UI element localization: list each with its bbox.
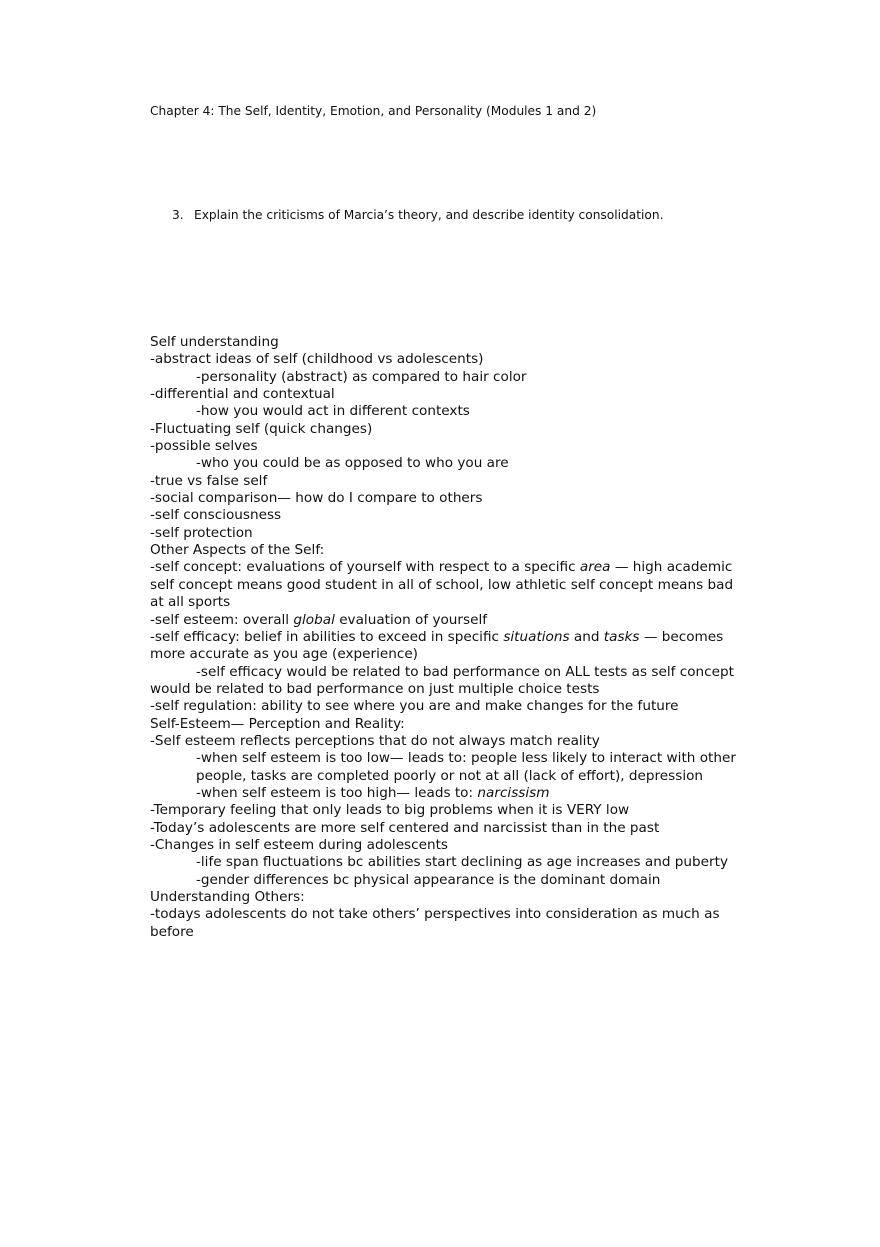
note-line: -Self esteem reflects perceptions that do not always match reality (150, 732, 600, 749)
note-paragraph: -todays adolescents do not take others’ perspectives into consideration as much as before (150, 906, 720, 940)
note-text: -self efficacy: belief in abilities to exceed in specific (150, 628, 504, 645)
note-subline: -personality (abstract) as compared to hair color (196, 368, 527, 385)
note-line: -possible selves (150, 438, 258, 455)
note-line: -differential and contextual (150, 386, 335, 403)
note-emphasis: situations (503, 628, 570, 645)
note-text: — high academic self concept means good student in all of school, low athletic self concept means bad at all sports (150, 559, 734, 611)
note-subline: -when self esteem is too low— leads to: people less likely to interact with other people, tasks are completed poorly or not at all (lack of effort), depression (196, 750, 736, 784)
note-paragraph (150, 559, 740, 611)
note-subline (150, 785, 740, 802)
note-line: -self consciousness (150, 507, 282, 524)
note-text: -self esteem: overall (150, 611, 294, 628)
note-text: evaluation of yourself (334, 611, 488, 628)
note-line: -social comparison— how do I compare to others (150, 490, 483, 507)
note-text: — becomes more accurate as you age (experience) (150, 628, 724, 663)
note-line: -Changes in self esteem during adolescents (150, 836, 449, 853)
note-line: -Fluctuating self (quick changes) (150, 420, 373, 437)
note-paragraph (150, 612, 740, 629)
note-emphasis: area (579, 559, 611, 576)
note-paragraph (150, 629, 740, 664)
note-line: -self regulation: ability to see where you are and make changes for the future (150, 698, 679, 715)
note-paragraph: -self efficacy would be related to bad performance on ALL tests as self concept would be related to bad performance on just multiple choice tests (150, 663, 734, 697)
note-line: -Today’s adolescents are more self centered and narcissist than in the past (150, 819, 660, 836)
note-emphasis: tasks (603, 628, 640, 645)
section-heading: Self-Esteem— Perception and Reality: (150, 715, 405, 732)
question-text: Explain the criticisms of Marcia’s theory, and describe identity consolidation. (194, 208, 664, 222)
note-emphasis: narcissism (477, 784, 550, 801)
note-subline: -how you would act in different contexts (196, 403, 470, 420)
note-text: and (569, 628, 604, 645)
note-subline: -gender differences bc physical appearance is the dominant domain (196, 871, 661, 888)
section-heading: Self understanding (150, 334, 279, 350)
section-heading: Other Aspects of the Self: (150, 542, 325, 559)
chapter-header: Chapter 4: The Self, Identity, Emotion, and Personality (Modules 1 and 2) (150, 104, 597, 118)
question-number: 3. (172, 208, 184, 222)
note-subline: -life span fluctuations bc abilities start declining as age increases and puberty (196, 854, 728, 871)
note-line: -self protection (150, 524, 253, 541)
section-heading: Understanding Others: (150, 889, 305, 905)
note-line: -true vs false self (150, 472, 268, 489)
note-emphasis: global (293, 611, 335, 628)
study-question (172, 207, 663, 223)
note-line: -abstract ideas of self (childhood vs adolescents) (150, 351, 484, 368)
note-line: -Temporary feeling that only leads to big problems when it is VERY low (150, 802, 630, 819)
notes-body (150, 334, 740, 941)
note-subline: -who you could be as opposed to who you are (196, 455, 509, 472)
note-text: -self concept: evaluations of yourself with respect to a specific (150, 559, 580, 576)
note-text: -when self esteem is too high— leads to: (196, 784, 478, 801)
